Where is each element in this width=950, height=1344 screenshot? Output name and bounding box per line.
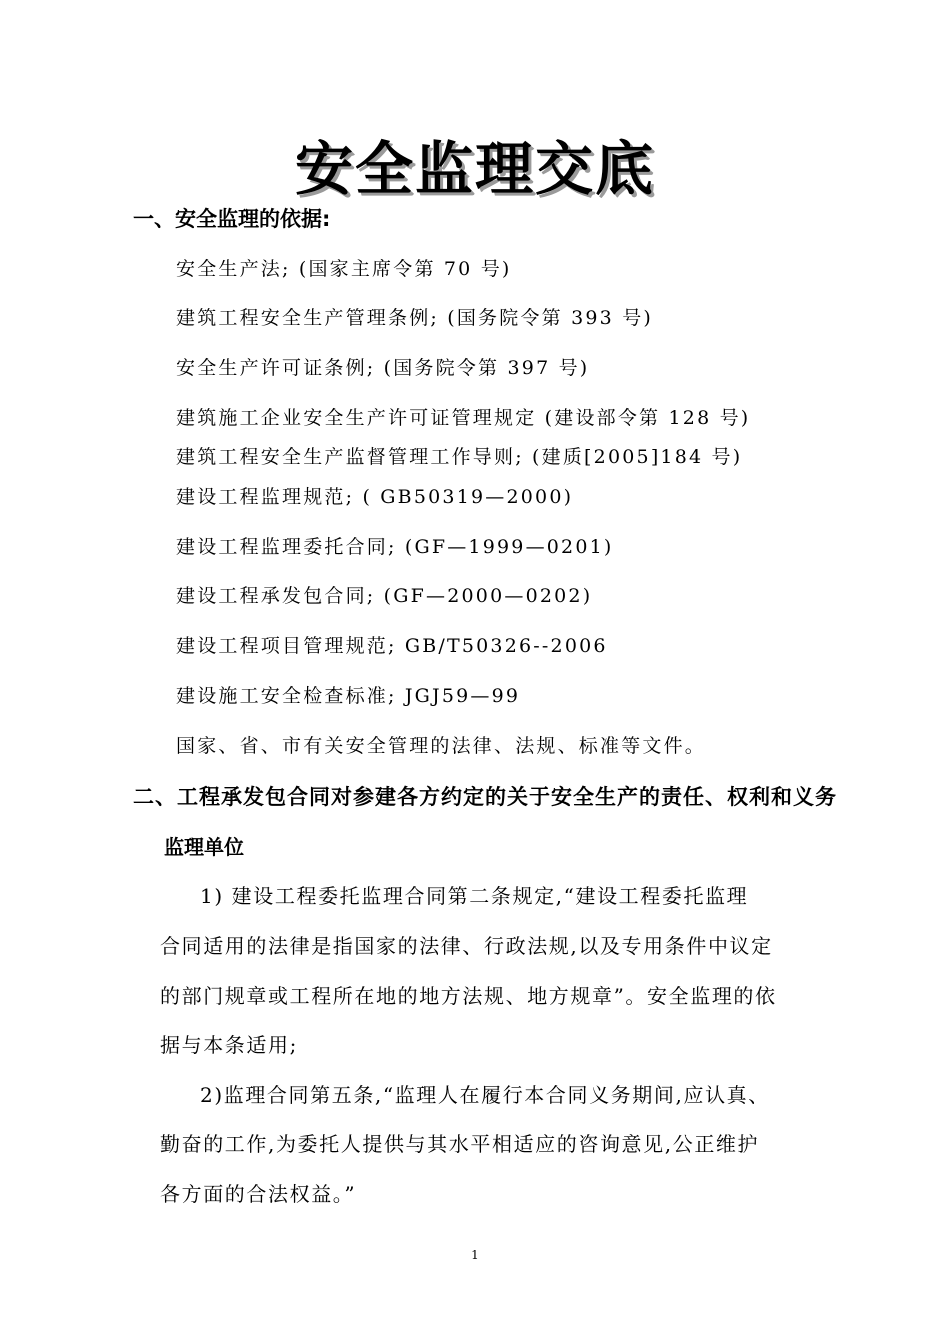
paragraph-line: 合同适用的法律是指国家的法律、行政法规,以及专用条件中议定 bbox=[160, 934, 773, 958]
paragraph-line: 各方面的合法权益。” bbox=[160, 1182, 357, 1206]
basis-item: 安全生产许可证条例; (国务院令第 397 号) bbox=[176, 357, 590, 379]
basis-item: 建设工程监理规范; ( GB50319—2000) bbox=[176, 486, 574, 508]
paragraph-line: 的部门规章或工程所在地的地方法规、地方规章”。安全监理的依 bbox=[160, 984, 777, 1008]
basis-item: 建筑工程安全生产监督管理工作导则; (建质[2005]184 号) bbox=[176, 446, 743, 468]
basis-item: 安全生产法; (国家主席令第 70 号) bbox=[176, 258, 512, 280]
basis-item: 建设工程承发包合同; (GF—2000—0202) bbox=[176, 585, 593, 607]
basis-item: 建设工程监理委托合同; (GF—1999—0201) bbox=[176, 536, 614, 558]
section-2-heading: 二、工程承发包合同对参建各方约定的关于安全生产的责任、权利和义务 bbox=[133, 785, 837, 809]
basis-item: 建筑施工企业安全生产许可证管理规定 (建设部令第 128 号) bbox=[176, 407, 751, 429]
basis-item: 国家、省、市有关安全管理的法律、法规、标准等文件。 bbox=[176, 735, 707, 757]
basis-item: 建设施工安全检查标准; JGJ59—99 bbox=[176, 685, 521, 707]
basis-item: 建筑工程安全生产管理条例; (国务院令第 393 号) bbox=[176, 307, 654, 329]
section-1-heading: 一、安全监理的依据: bbox=[133, 207, 331, 231]
paragraph-line: 1) 建设工程委托监理合同第二条规定,“建设工程委托监理 bbox=[200, 884, 749, 908]
document-title: 安全监理交底 bbox=[294, 135, 655, 203]
paragraph-line: 勤奋的工作,为委托人提供与其水平相适应的咨询意见,公正维护 bbox=[160, 1132, 760, 1156]
basis-item: 建设工程项目管理规范; GB/T50326--2006 bbox=[176, 635, 608, 657]
paragraph-line: 2)监理合同第五条,“监理人在履行本合同义务期间,应认真、 bbox=[200, 1083, 770, 1107]
paragraph-line: 据与本条适用; bbox=[160, 1033, 298, 1057]
section-2-subheading: 监理单位 bbox=[164, 835, 244, 859]
page-number: 1 bbox=[471, 1248, 479, 1262]
